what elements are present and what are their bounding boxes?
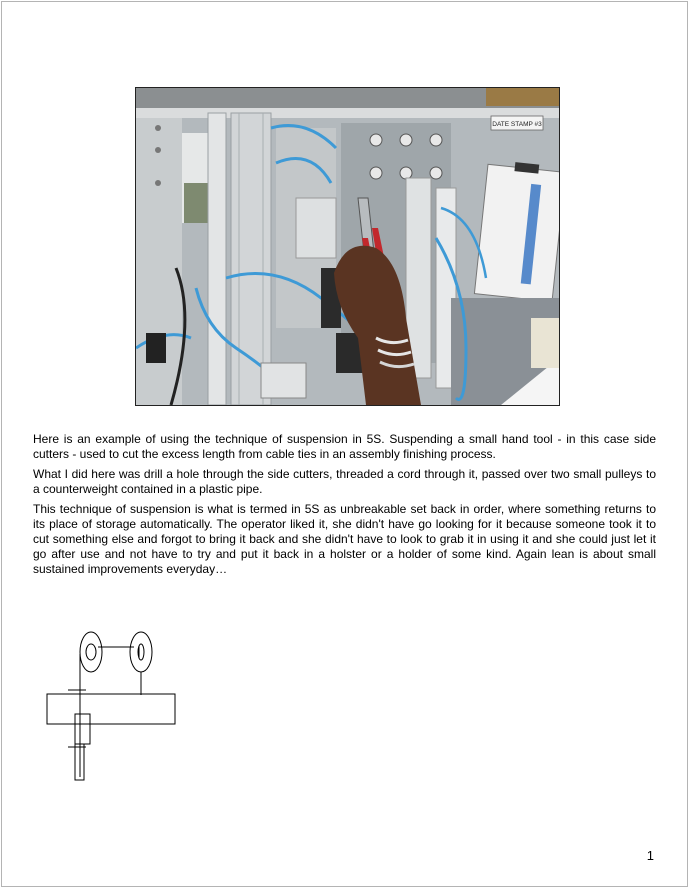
paragraph-3: This technique of suspension is what is termed in 5S as unbreakable set back in order, where something returns to its place of storage automatically. The operator liked it, she didn't have go looking for it because someone took it to cut something else and forgot to bring it back and she didn't have to look to grab it in using it and she could just let it go after use and not have to try and put it back in a holster or a holder of some kind. Again lean is about small sustained improvements everyday…	[33, 502, 656, 576]
pulley-sketch	[42, 627, 182, 787]
paragraph-1: Here is an example of using the technique of suspension in 5S. Suspending a small hand tool - in this case side cutters - used to cut the excess length from cable ties in an assembly finishing process.	[33, 432, 656, 461]
pipe	[75, 714, 90, 744]
pulley-left	[80, 632, 102, 672]
page-number: 1	[646, 848, 654, 863]
pulley-right	[130, 632, 152, 672]
paragraph-2: What I did here was drill a hole through the side cutters, threaded a cord through it, passed over two small pulleys to a counterweight contained in a plastic pipe.	[33, 467, 656, 496]
body-text	[33, 432, 656, 582]
workstation-photo	[135, 87, 560, 406]
date-stamp-sign: DATE STAMP #3	[492, 121, 542, 128]
photo-illustration	[136, 88, 559, 405]
bench	[47, 694, 175, 724]
document-page	[1, 1, 688, 887]
